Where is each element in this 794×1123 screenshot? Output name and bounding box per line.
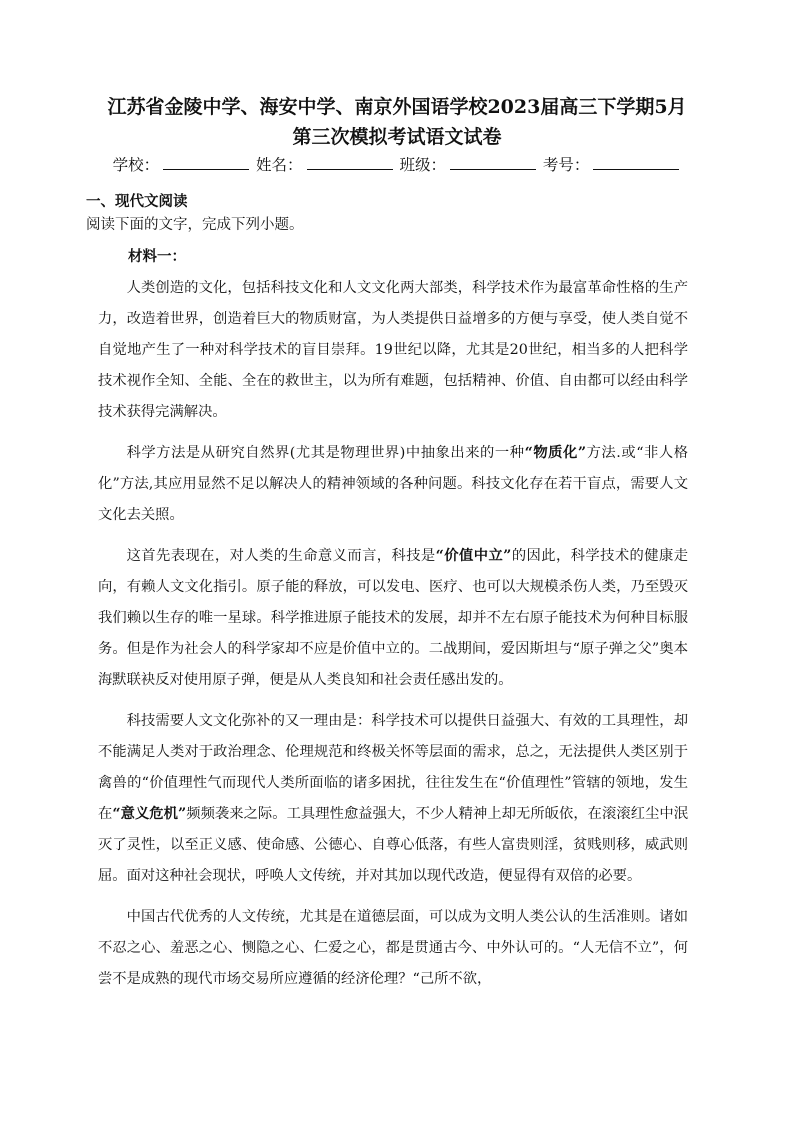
school-label: 学校： bbox=[112, 156, 160, 174]
paragraph-3-text-a: 这首先表现在，对人类的生命意义而言，科技是 bbox=[126, 548, 436, 564]
paragraph-4-text-a: 科技需要人文文化弥补的又一理由是：科学技术可以提供日益强大、有效的工具理性，却不能满足人类对于政治理念、伦理规范和终极关怀等层面的需求，总之，无法提供人类区别于禽兽的“价值理性气而现代人类所面临的诸多困扰，往往发生在“价值理性”管辖的领地，发生在 bbox=[98, 713, 688, 822]
material-label: 材料一： bbox=[128, 248, 186, 265]
paragraph-3 bbox=[98, 541, 688, 696]
paragraph-5: 中国古代优秀的人文传统，尤其是在道德层面，可以成为文明人类公认的生活准则。诸如不忍之心、羞恶之心、恻隐之心、仁爱之心，都是贯通古今、中外认可的。“人无信不立”，何尝不是成熟的现代市场交易所应遵循的经济伦理？“己所不欲， bbox=[98, 909, 688, 987]
paragraph-2-text-a: 科学方法是从研究自然界(尤其是物理世界)中抽象出来的一种 bbox=[126, 445, 525, 461]
school-blank bbox=[163, 153, 249, 170]
name-label: 姓名： bbox=[256, 156, 303, 174]
paragraph-2-emphasis: “物质化” bbox=[524, 445, 587, 461]
exam-title-line2: 第三次模拟考试语文试卷 bbox=[292, 126, 502, 148]
exam-number-label: 考号： bbox=[542, 156, 590, 174]
paragraph-2 bbox=[98, 438, 688, 531]
paragraph-4-text-c: 频频袭来之际。工具理性愈益强大，不少人精神上却无所皈依，在滚滚红尘中泯灭了灵性，以至正义感、使命感、公德心、自尊心低落，有些人富贵则淫，贫贱则移，威武则屈。面对这种社会现状，呼唤人文传统，并对其加以现代改造，便显得有双倍的必要。 bbox=[98, 806, 689, 884]
paragraph-4-emphasis: “意义危机” bbox=[112, 806, 187, 822]
paragraph-3-text-c: 的因此，科学技术的健康走向，有赖人文文化指引。原子能的释放，可以发电、医疗、也可以大规模杀伤人类，乃至毁灭我们赖以生存的唯一星球。科学推进原子能技术的发展，却并不左右原子能技术为何种目标服务。但是作为社会人的科学家却不应是价值中立的。二战期间，爱因斯坦与“原子弹之父”奥本海默联袂反对使用原子弹，便是从人类良知和社会责任感出发的。 bbox=[98, 548, 689, 688]
reading-passage bbox=[98, 273, 688, 995]
section-instruction: 阅读下面的文字，完成下列小题。 bbox=[86, 217, 304, 233]
class-label: 班级： bbox=[399, 156, 446, 174]
class-blank bbox=[450, 153, 536, 170]
student-info-row bbox=[60, 152, 734, 178]
name-blank bbox=[307, 153, 393, 170]
paragraph-3-emphasis: “价值中立” bbox=[435, 548, 512, 564]
exam-title-line1: 江苏省金陵中学、海安中学、南京外国语学校2023届高三下学期5月 bbox=[107, 96, 687, 118]
paragraph-4 bbox=[98, 706, 688, 892]
paragraph-2-text-c: 方法.或“非人格化”方法,其应用显然不足以解决人的精神领域的各种问题。科技文化存在若干盲点，需要人文文化去关照。 bbox=[98, 445, 689, 523]
section-heading: 一、现代文阅读 bbox=[86, 194, 188, 210]
paragraph-1: 人类创造的文化，包括科技文化和人文文化两大部类，科学技术作为最富革命性格的生产力，改造着世界，创造着巨大的物质财富，为人类提供日益增多的方便与享受，使人类自觉不自觉地产生了一种对科学技术的盲目崇拜。19世纪以降，尤其是20世纪，相当多的人把科学技术视作全知、全能、全在的救世主，以为所有难题，包括精神、价值、自由都可以经由科学技术获得完满解决。 bbox=[98, 280, 688, 420]
exam-number-blank bbox=[593, 153, 679, 170]
